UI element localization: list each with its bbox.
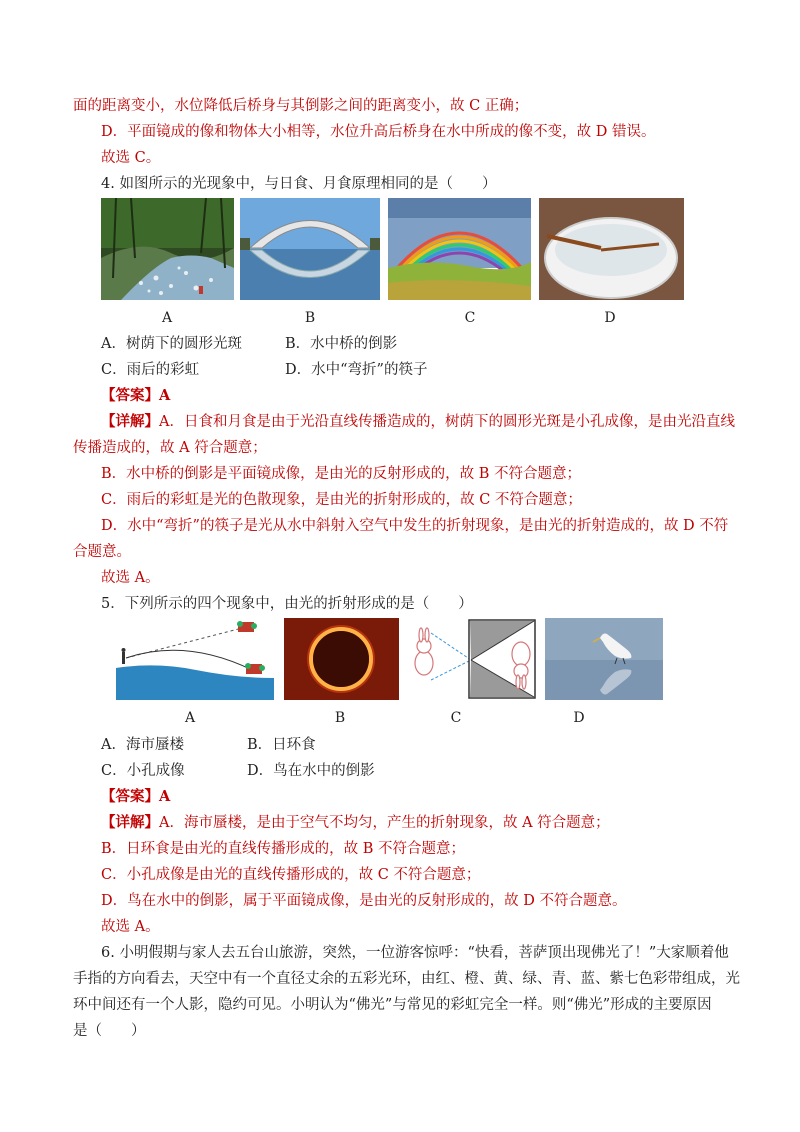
prev-answer-choose: 故选 C。 bbox=[101, 150, 161, 166]
q4-image-d-bent-chopsticks bbox=[539, 198, 684, 300]
q4-option-c: C．雨后的彩虹 bbox=[101, 362, 200, 378]
q4-caption-d: D bbox=[604, 310, 616, 326]
q4-caption-c: C bbox=[464, 310, 476, 326]
q6-stem-line1: 6. 小明假期与家人去五台山旅游，突然，一位游客惊呼：“快看，菩萨顶出现佛光了！”大家顺着他 bbox=[101, 945, 729, 961]
q4-detail-line3: B．水中桥的倒影是平面镜成像，是由光的反射形成的，故 B 不符合题意； bbox=[101, 466, 582, 482]
q4-caption-b: B bbox=[304, 310, 316, 326]
q5-detail-line4: D．鸟在水中的倒影，属于平面镜成像，是由光的反射形成的，故 D 不符合题意。 bbox=[101, 893, 627, 909]
q4-detail-line6: 合题意。 bbox=[73, 544, 131, 560]
q6-stem-line4: 是（ ） bbox=[73, 1023, 146, 1039]
q4-stem: 4. 如图所示的光现象中，与日食、月食原理相同的是（ ） bbox=[101, 176, 497, 192]
q5-detail-line2: B．日环食是由光的直线传播形成的，故 B 不符合题意； bbox=[101, 841, 466, 857]
q4-option-a: A．树荫下的圆形光斑 bbox=[101, 336, 242, 352]
q6-stem-line2: 手指的方向看去，天空中有一个直径丈余的五彩光环，由红、橙、黄、绿、青、蓝、紫七色彩带组成，光 bbox=[73, 971, 740, 987]
q5-caption-a: A bbox=[184, 710, 196, 726]
q5-detail-line1 bbox=[101, 814, 610, 832]
q5-option-d: D．鸟在水中的倒影 bbox=[247, 763, 375, 779]
prev-answer-line1: 面的距离变小，水位降低后桥身与其倒影之间的距离变小，故 C 正确； bbox=[73, 98, 529, 114]
q5-detail-tag: 【详解】 bbox=[101, 814, 159, 831]
q5-choose: 故选 A。 bbox=[101, 919, 160, 935]
q4-detail-text1: A．日食和月食是由于光沿直线传播造成的，树荫下的圆形光斑是小孔成像，是由光沿直线 bbox=[159, 414, 735, 430]
q6-stem-line3: 环中间还有一个人影，隐约可见。小明认为“佛光”与常见的彩虹完全一样。则“佛光”形成的主要原因 bbox=[73, 997, 712, 1013]
q5-caption-c: C bbox=[450, 710, 462, 726]
q4-caption-a: A bbox=[161, 310, 173, 326]
q5-option-c: C．小孔成像 bbox=[101, 763, 185, 779]
q5-option-b: B．日环食 bbox=[247, 737, 316, 753]
q4-image-c-rainbow bbox=[388, 198, 531, 300]
q4-detail-tag: 【详解】 bbox=[101, 413, 159, 430]
q5-image-a-mirage-diagram bbox=[116, 618, 274, 700]
q5-answer: 【答案】A bbox=[101, 788, 171, 805]
q5-image-d-bird-reflection bbox=[545, 618, 663, 700]
q5-caption-b: B bbox=[334, 710, 346, 726]
q5-image-b-annular-eclipse bbox=[284, 618, 399, 700]
q4-detail-line5: D．水中“弯折”的筷子是光从水中斜射入空气中发生的折射现象，是由光的折射造成的，故 D 不符 bbox=[101, 518, 729, 534]
q5-detail-text1: A．海市蜃楼，是由于空气不均匀，产生的折射现象，故 A 符合题意； bbox=[159, 815, 610, 831]
q5-stem: 5．下列所示的四个现象中，由光的折射形成的是（ ） bbox=[101, 596, 473, 612]
q4-answer: 【答案】A bbox=[101, 387, 171, 404]
q5-image-c-pinhole-imaging bbox=[409, 618, 537, 700]
q4-choose: 故选 A。 bbox=[101, 570, 160, 586]
q4-image-a-forest-light-spots bbox=[101, 198, 234, 300]
q4-detail-line2: 传播造成的，故 A 符合题意； bbox=[73, 440, 267, 456]
q5-option-a: A．海市蜃楼 bbox=[101, 737, 184, 753]
q4-option-d: D．水中“弯折”的筷子 bbox=[285, 362, 428, 378]
q5-detail-line3: C．小孔成像是由光的直线传播形成的，故 C 不符合题意； bbox=[101, 867, 481, 883]
q4-detail-line1 bbox=[101, 413, 735, 431]
q5-caption-d: D bbox=[573, 710, 585, 726]
prev-answer-line2: D．平面镜成的像和物体大小相等，水位升高后桥身在水中所成的像不变，故 D 错误。 bbox=[101, 124, 656, 140]
q4-option-b: B．水中桥的倒影 bbox=[285, 336, 398, 352]
q4-image-b-bridge-reflection bbox=[240, 198, 380, 300]
q4-detail-line4: C．雨后的彩虹是光的色散现象，是由光的折射形成的，故 C 不符合题意； bbox=[101, 492, 582, 508]
